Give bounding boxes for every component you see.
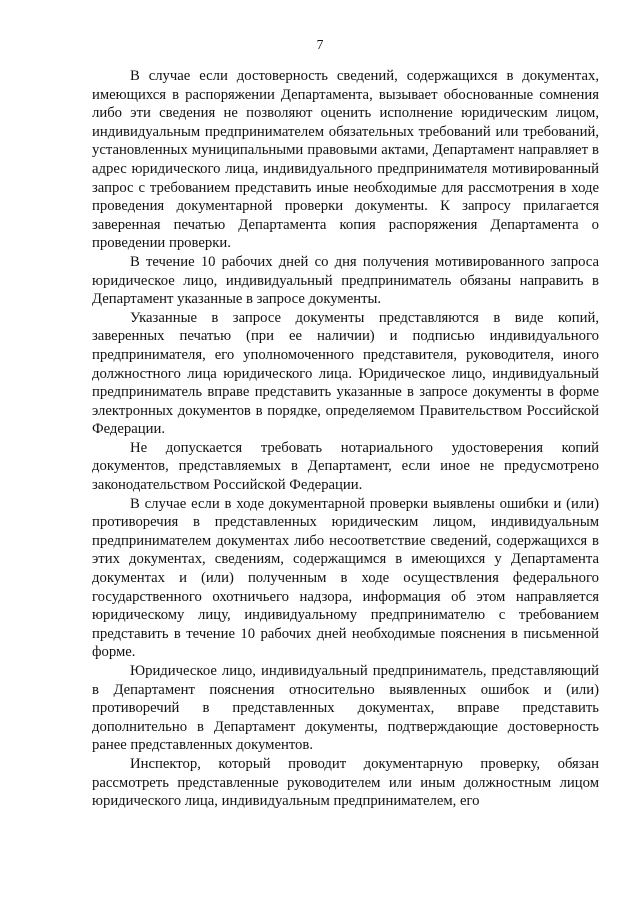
paragraph: Инспектор, который проводит документарную проверку, обязан рассмотреть представленные руководителем или иным должностным лицом юридического лица, индивидуальным предпринимателем, его <box>92 755 599 810</box>
paragraph: Юридическое лицо, индивидуальный предприниматель, представляющий в Департамент пояснения относительно выявленных ошибок и (или) противоречий в представленных документах, вправе представить дополнительно в Департамент документы, подтверждающие достоверность ранее представленных документов. <box>92 663 599 754</box>
paragraph: В случае если в ходе документарной проверки выявлены ошибки и (или) противоречия в представленных юридическим лицом, индивидуальным предпринимателем документах либо несоответствие сведений, содержащихся в этих документах, сведениям, содержащимся в имеющихся у Департамента документах и (или) полученным в ходе осуществления федерального государственного охотничьего надзора, информация об этом направляется юридическому лицу, индивидуальному предпринимателю с требованием представить в течение 10 рабочих дней необходимые пояснения в письменной форме. <box>92 495 599 661</box>
paragraph: Указанные в запросе документы представляются в виде копий, заверенных печатью (при ее наличии) и подписью индивидуального предпринимателя, его уполномоченного представителя, руководителя, иного должностного лица юридического лица. Юридическое лицо, индивидуальный предприниматель вправе представить указанные в запросе документы в форме электронных документов в порядке, определяемом Правительством Российской Федерации. <box>92 309 599 438</box>
page-number: 7 <box>316 37 324 52</box>
document-body <box>92 67 599 811</box>
paragraph: В случае если достоверность сведений, содержащихся в документах, имеющихся в распоряжении Департамента, вызывает обоснованные сомнения либо эти сведения не позволяют оценить исполнение юридическим лицом, индивидуальным предпринимателем обязательных требований или требований, установленных муниципальными правовыми актами, Департамент направляет в адрес юридического лица, индивидуального предпринимателя мотивированный запрос с требованием представить иные необходимые для рассмотрения в ходе проведения документарной проверки документы. К запросу прилагается заверенная печатью Департамента копия распоряжения Департамента о проведении проверки. <box>92 68 599 252</box>
paragraph: Не допускается требовать нотариального удостоверения копий документов, представляемых в Департамент, если иное не предусмотрено законодательством Российской Федерации. <box>92 439 599 494</box>
paragraph: В течение 10 рабочих дней со дня получения мотивированного запроса юридическое лицо, индивидуальный предприниматель обязаны направить в Департамент указанные в запросе документы. <box>92 253 599 308</box>
